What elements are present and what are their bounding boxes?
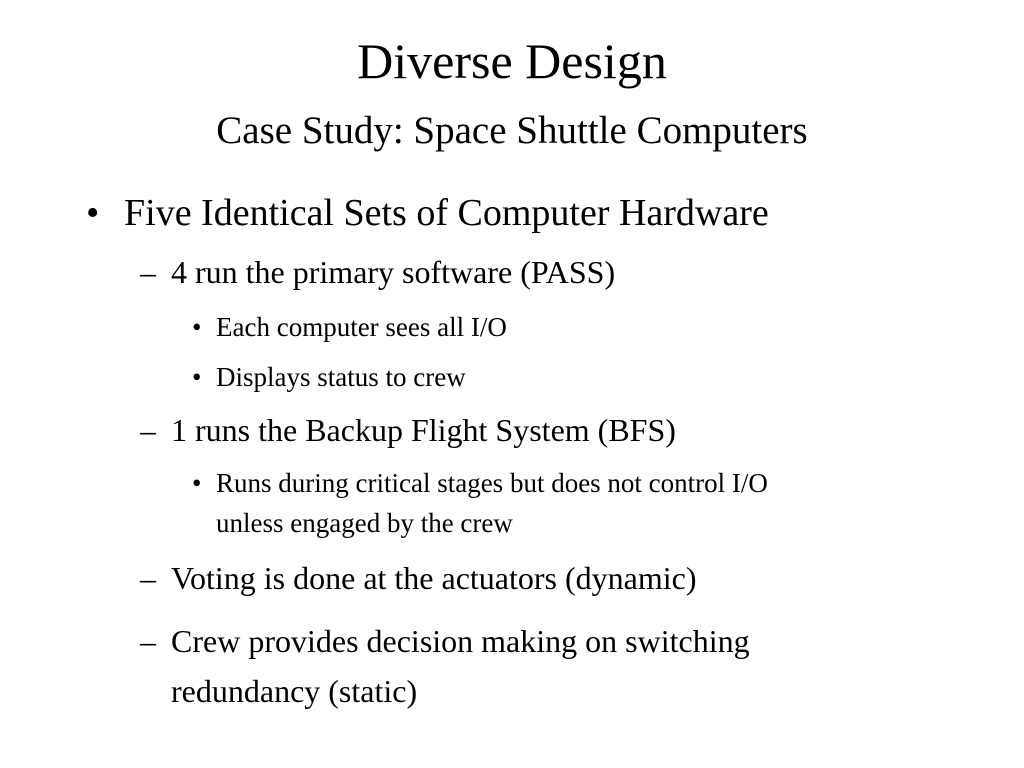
sub-bullet-text: Voting is done at the actuators (dynamic) bbox=[171, 560, 697, 596]
slide-subtitle: Case Study: Space Shuttle Computers bbox=[216, 109, 808, 152]
sub-sub-bullet-text: Each computer sees all I/O bbox=[216, 312, 507, 342]
sub-bullet-item bbox=[140, 410, 676, 450]
bullet-marker: • bbox=[192, 312, 202, 342]
sub-sub-bullet-item bbox=[192, 307, 507, 347]
sub-bullet-item bbox=[140, 558, 697, 598]
dash-marker: – bbox=[140, 560, 156, 596]
sub-sub-bullet-item bbox=[192, 463, 768, 543]
sub-bullet-text-continued: redundancy (static) bbox=[171, 673, 418, 709]
sub-sub-bullet-item bbox=[192, 357, 466, 397]
bullet-marker: • bbox=[192, 468, 202, 498]
bullet-item bbox=[86, 190, 769, 236]
sub-sub-bullet-text: Runs during critical stages but does not control I/O bbox=[216, 468, 768, 498]
dash-marker: – bbox=[140, 623, 156, 659]
sub-sub-bullet-text: Displays status to crew bbox=[216, 362, 466, 392]
bullet-marker: • bbox=[86, 192, 100, 234]
sub-sub-bullet-text-continued: unless engaged by the crew bbox=[216, 508, 513, 538]
bullet-text: Five Identical Sets of Computer Hardware bbox=[124, 192, 769, 234]
sub-bullet-text: Crew provides decision making on switching bbox=[171, 623, 750, 659]
slide-title: Diverse Design bbox=[357, 33, 667, 89]
bullet-marker: • bbox=[192, 362, 202, 392]
dash-marker: – bbox=[140, 412, 156, 448]
dash-marker: – bbox=[140, 254, 156, 290]
sub-bullet-text: 1 runs the Backup Flight System (BFS) bbox=[171, 412, 676, 448]
sub-bullet-item bbox=[140, 252, 615, 292]
sub-bullet-item bbox=[140, 616, 750, 716]
sub-bullet-text: 4 run the primary software (PASS) bbox=[171, 254, 616, 290]
